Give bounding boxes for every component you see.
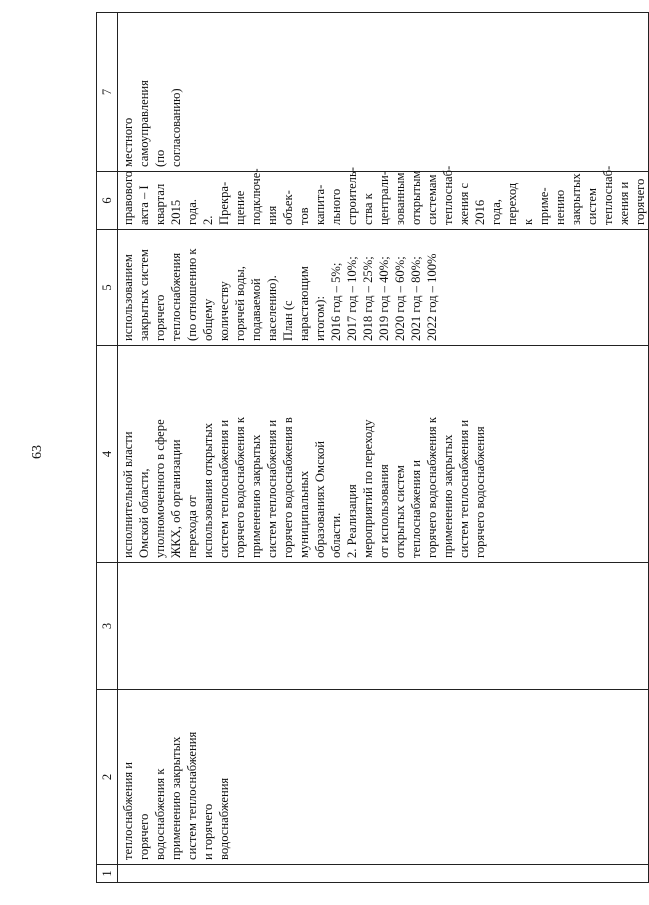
cell-responsible: местного самоуправления (по согласованию)	[118, 13, 649, 172]
page-number: 63	[30, 445, 45, 459]
header-cell-2: 2	[97, 690, 118, 865]
cell-col3	[118, 563, 649, 690]
cell-content: исполнительной власти Омской области, уполномоченного в сфере ЖКХ, об организации перехода от использования открытых систем теплоснабжения и горячего водоснабжения к применению закрытых систем теплоснабжения и горячего водоснабжения в муниципальных образованиях Омской области. 2. Реализация мероприятий по переходу от использования открытых систем теплоснабжения и горячего водоснабжения к применению закрытых систем теплоснабжения и горячего водоснабжения	[118, 346, 649, 563]
header-cell-3: 3	[97, 563, 118, 690]
cell-deadline: правового акта – I квартал 2015 года. 2. Прекра- щение подключе- ния объек- тов капита- льного строитель- ства к централи- зованным открытым системам теплоснаб- жения с 2016 года, переход к приме- нению закрытых систем теплоснаб- жения и горячего	[118, 172, 649, 230]
header-cell-6: 6	[97, 172, 118, 230]
header-cell-7: 7	[97, 13, 118, 172]
table-header-row	[97, 13, 118, 883]
table-row	[118, 13, 649, 883]
rotated-page-content	[96, 13, 647, 883]
cell-measure-name: теплоснабжения и горячего водоснабжения к применению закрытых систем теплоснабжения и горячего водоснабжения	[118, 690, 649, 865]
measures-table	[96, 12, 649, 883]
header-cell-4: 4	[97, 346, 118, 563]
header-cell-5: 5	[97, 230, 118, 346]
cell-indicator: использованием закрытых систем горячего теплоснабжения (по отношению к общему количеству горячей воды, подаваемой населению). План (с нарастающим итогом): 2016 год – 5%; 2017 год – 10%; 2018 год – 25%; 2019 год – 40%; 2020 год – 60%; 2021 год – 80%; 2022 год – 100%	[118, 230, 649, 346]
header-cell-1: 1	[97, 865, 118, 883]
cell-number	[118, 865, 649, 883]
